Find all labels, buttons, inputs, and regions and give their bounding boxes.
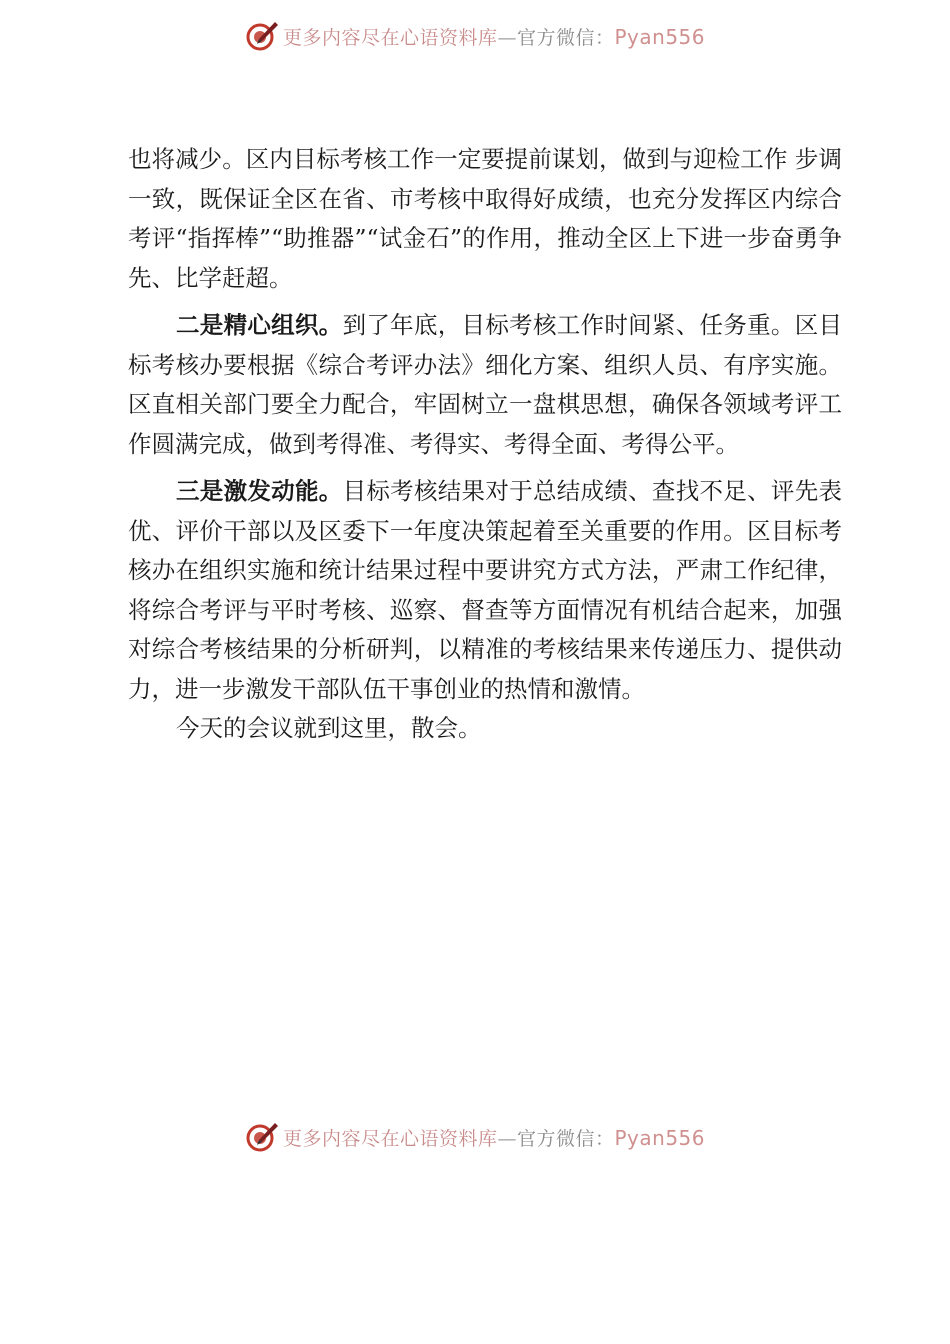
paragraph-lead: 三是激发动能。 (176, 477, 343, 505)
paragraph-lead: 二是精心组织。 (176, 311, 343, 339)
paragraph-motivate: 三是激发动能。目标考核结果对于总结成绩、查找不足、评先表优、评价干部以及区委下一年度决策起着至关重要的作用。区目标考核办在组织实施和统计结果过程中要讲究方式方法，严肃工作纪律，将综合考评与平时考核、巡察、督查等方面情况有机结合起来，加强对综合考核结果的分析研判，以精准的考核结果来传递压力、提供动力，进一步激发干部队伍干事创业的热情和激情。 (128, 477, 843, 703)
pen-logo-icon (245, 19, 279, 53)
watermark-text: 更多内容尽在心语资料库—官方微信：Pyan556 (282, 1125, 706, 1150)
document-body (128, 140, 842, 757)
paragraph-organize: 二是精心组织。到了年底，目标考核工作时间紧、任务重。区目标考核办要根据《综合考评办法》细化方案、组织人员、有序实施。区直相关部门要全力配合，牢固树立一盘棋思想，确保各领域考评工作圆满完成，做到考得准、考得实、考得全面、考得公平。 (128, 311, 843, 458)
pen-logo-icon (245, 1120, 279, 1154)
footer-watermark-banner (0, 1117, 950, 1157)
paragraph-continuation: 也将减少。区内目标考核工作一定要提前谋划，做到与迎检工作 步调一致，既保证全区在省、市考核中取得好成绩，也充分发挥区内综合考评“指挥棒”“助推器”“试金石”的作用，推动全区上下进一步奋勇争先、比学赶超。 (128, 145, 842, 292)
header-watermark-banner (0, 16, 950, 56)
watermark-text: 更多内容尽在心语资料库—官方微信：Pyan556 (282, 24, 706, 49)
paragraph-closing: 今天的会议就到这里，散会。 (176, 714, 482, 742)
